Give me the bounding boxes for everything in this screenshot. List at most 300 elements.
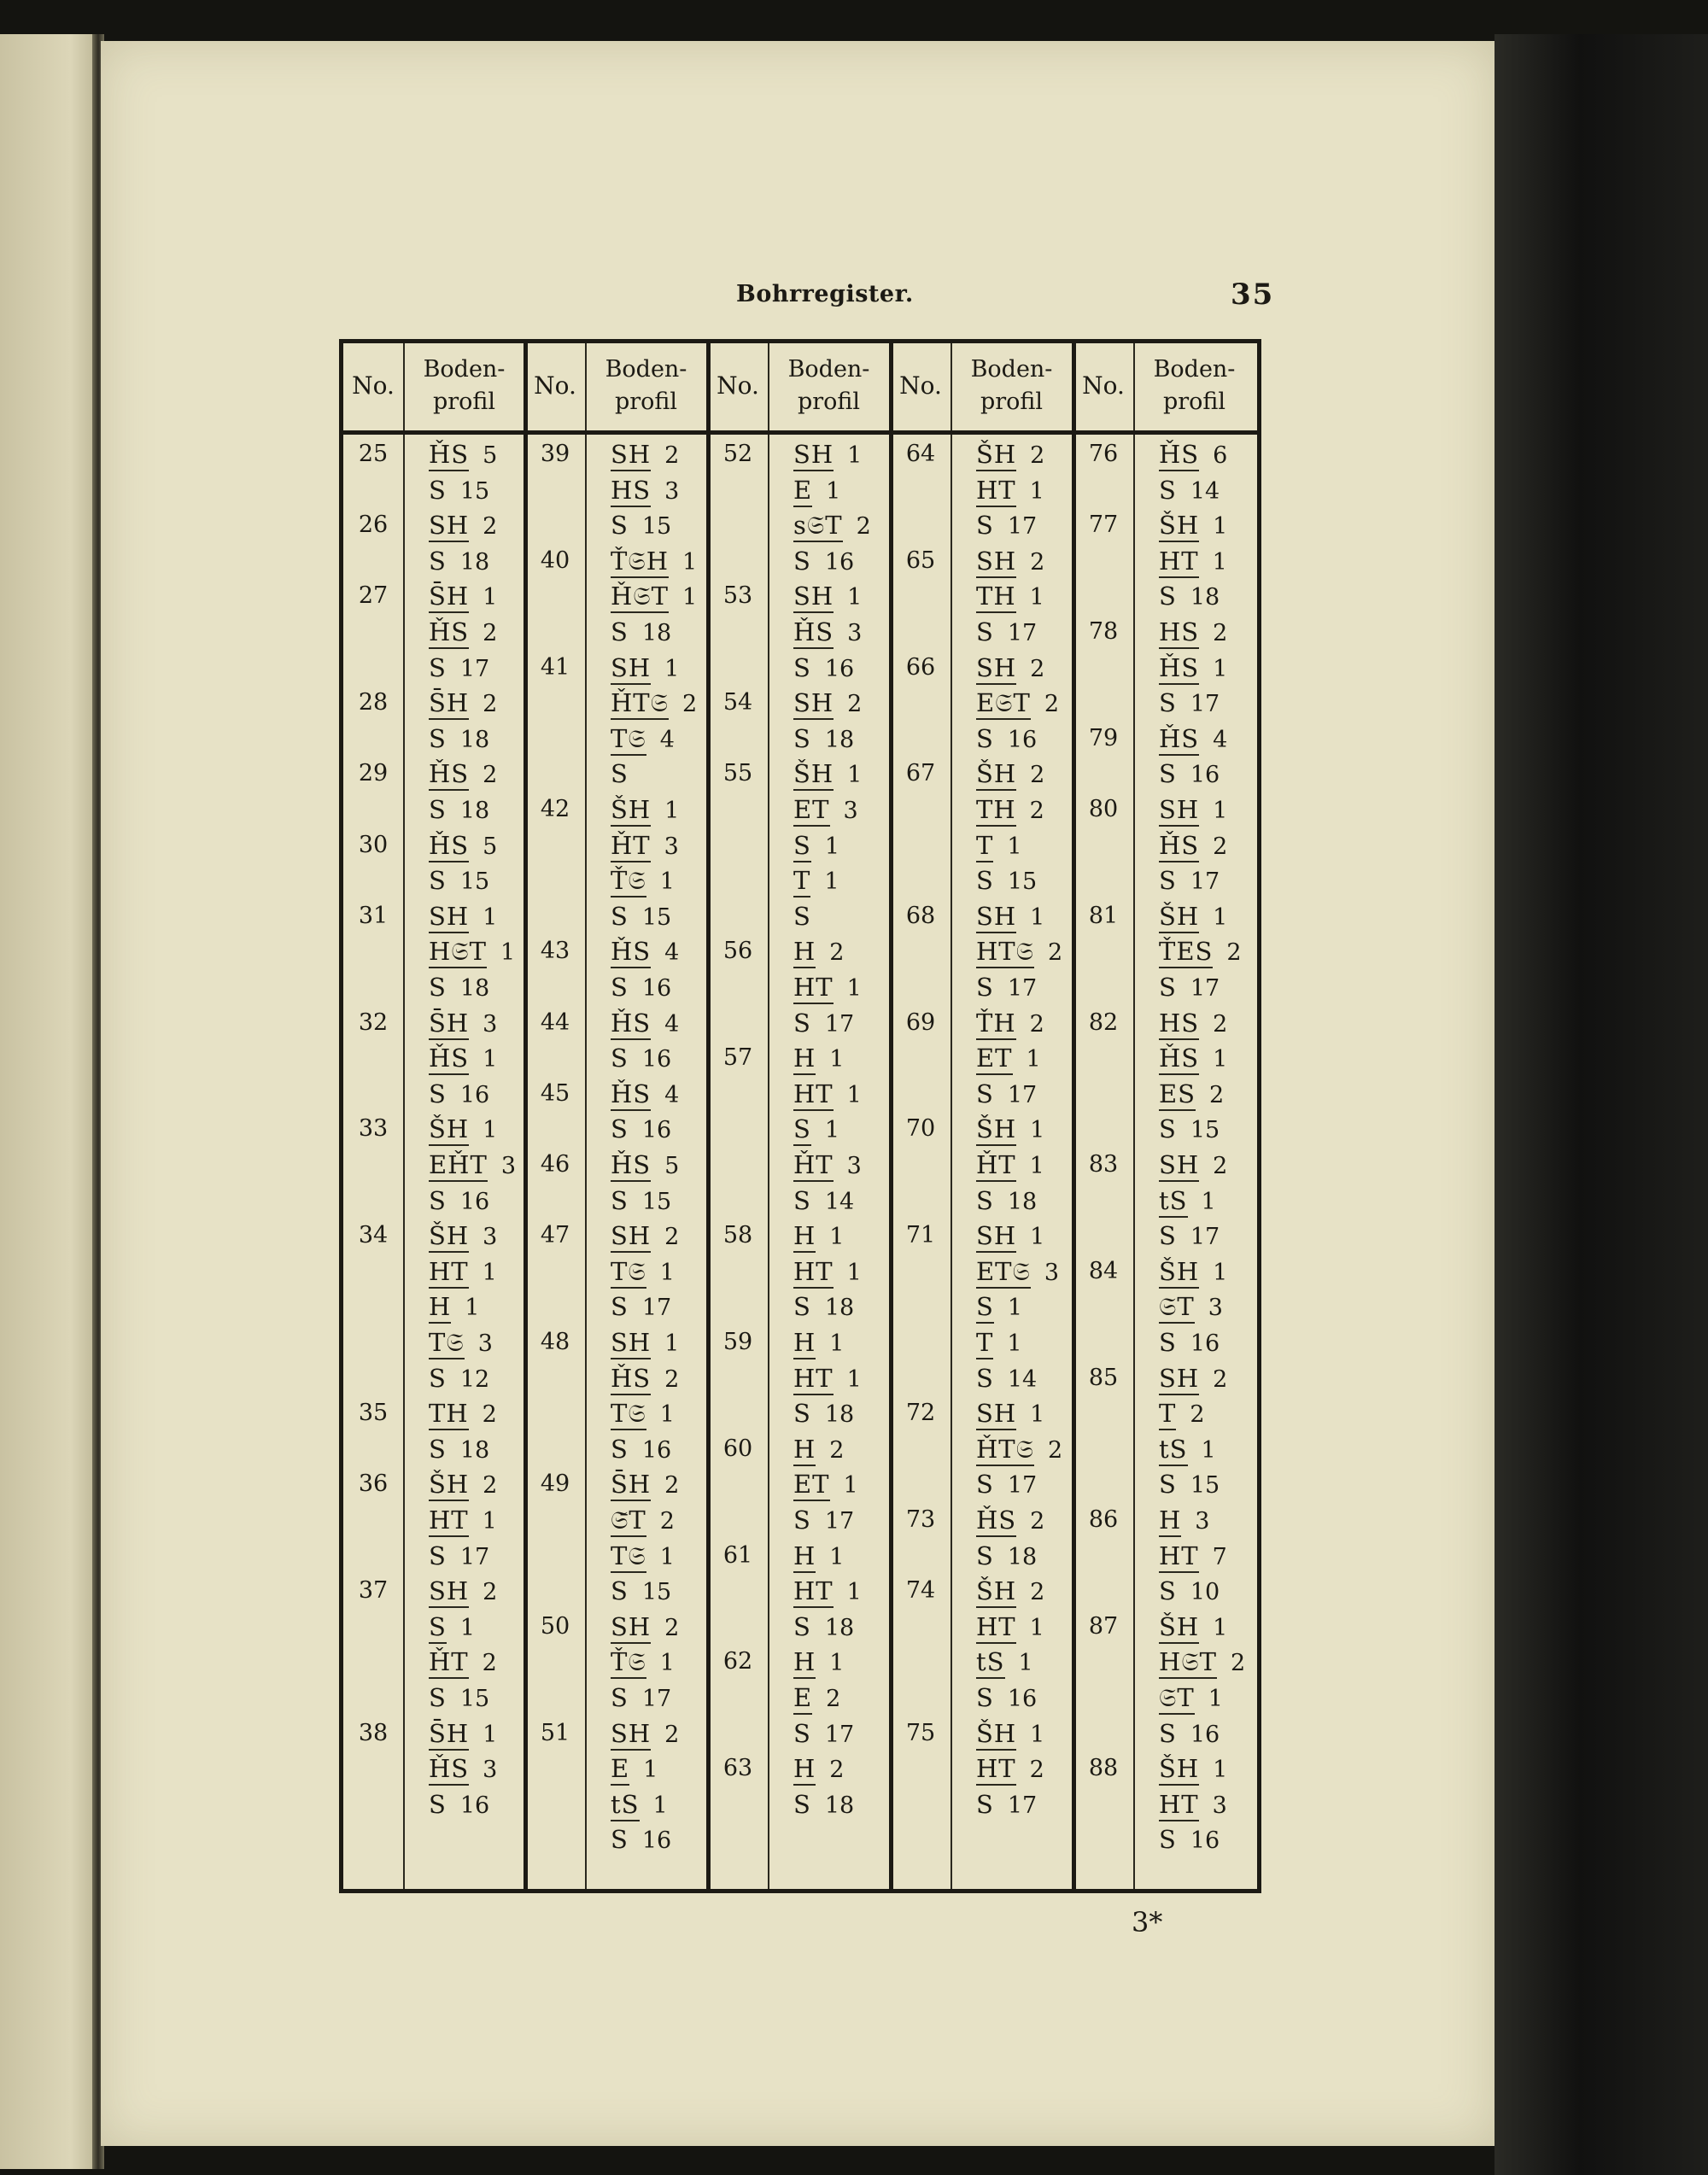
soil-layer	[793, 1289, 854, 1324]
bore-number: 47	[540, 1222, 570, 1249]
soil-layer-code: 𝔖T	[1159, 1292, 1195, 1324]
soil-layer	[793, 1148, 862, 1182]
soil-layer-depth: 1	[659, 1259, 675, 1286]
soil-layer-code: HT	[793, 1576, 834, 1608]
soil-layer-depth: 15	[459, 477, 490, 505]
soil-layer	[429, 1645, 497, 1679]
soil-layer-code: H	[793, 1221, 816, 1253]
soil-layer-code: S	[611, 1576, 629, 1606]
soil-layer-code: SH	[611, 1221, 651, 1253]
soil-layer	[1159, 1822, 1220, 1856]
soil-layer-code: T𝔖	[429, 1328, 465, 1359]
soil-layer-depth: 1	[1208, 1686, 1223, 1712]
soil-layer	[793, 437, 862, 471]
soil-layer-code: E	[611, 1754, 629, 1786]
soil-layer-depth: 16	[641, 1046, 672, 1073]
soil-layer-depth: 1	[483, 1046, 498, 1073]
soil-layer-depth: 17	[1007, 975, 1038, 1002]
soil-layer-code: S	[976, 1789, 994, 1819]
soil-layer-depth: 2	[664, 1721, 680, 1748]
soil-layer-code: S	[611, 1292, 629, 1322]
bore-number: 68	[905, 902, 936, 929]
soil-layer-depth: 2	[664, 442, 680, 469]
header-bodenprofil	[951, 343, 1073, 429]
bore-number: 34	[358, 1222, 389, 1249]
soil-layer	[793, 1006, 854, 1040]
soil-layer-code: S	[429, 546, 447, 576]
soil-layer	[793, 1112, 839, 1146]
soil-layer	[611, 1219, 679, 1253]
soil-layer-code: HT	[1159, 547, 1199, 578]
bore-number: 55	[722, 760, 753, 787]
soil-layer-depth: 2	[1213, 620, 1228, 646]
soil-layer	[611, 899, 671, 933]
soil-layer	[793, 899, 825, 933]
soil-layer-code: SH	[976, 547, 1016, 578]
soil-layer-code: tS	[976, 1647, 1005, 1679]
soil-layer-depth: 5	[483, 833, 498, 860]
soil-layer-depth: 16	[1190, 1721, 1220, 1748]
bore-number: 58	[722, 1222, 753, 1249]
soil-layer	[793, 1787, 854, 1821]
soil-layer-code: SH	[429, 902, 469, 933]
soil-layer-depth: 16	[1190, 762, 1220, 789]
soil-layer	[1159, 508, 1227, 542]
soil-layer	[429, 1148, 516, 1182]
soil-layer-code: S	[976, 617, 994, 646]
soil-layer	[429, 1041, 497, 1075]
soil-layer-code: HT	[1159, 1541, 1199, 1573]
soil-layer-depth: 2	[1048, 1436, 1063, 1464]
soil-layer	[611, 579, 697, 613]
soil-layer-depth: 3	[664, 477, 680, 505]
bore-number: 80	[1088, 796, 1119, 822]
soil-layer-code: ȞS	[611, 1009, 651, 1040]
soil-layer	[976, 651, 1044, 685]
soil-layer-code: S	[793, 1292, 811, 1322]
soil-layer-code: SH	[793, 440, 834, 471]
soil-layer-code: H	[793, 1541, 816, 1573]
soil-layer-code: ȞS	[429, 617, 469, 649]
soil-layer-code: H	[1159, 1506, 1181, 1537]
soil-layer-depth: 1	[829, 1650, 845, 1677]
soil-layer	[611, 934, 679, 968]
soil-layer-depth: 2	[1213, 833, 1228, 860]
soil-layer-code: ŠH	[976, 440, 1016, 471]
soil-layer-code: E	[793, 1683, 812, 1715]
bore-number: 88	[1088, 1755, 1119, 1782]
soil-layer-depth: 16	[641, 1117, 672, 1144]
soil-layer	[793, 722, 854, 756]
soil-layer-depth: 1	[824, 868, 839, 896]
soil-layer-code: SH	[429, 511, 469, 542]
soil-layer	[1159, 1645, 1245, 1679]
bore-number: 63	[722, 1755, 753, 1782]
bore-number: 33	[358, 1115, 389, 1143]
soil-layer	[793, 1645, 844, 1679]
soil-layer-code: S	[1159, 475, 1177, 505]
soil-layer	[1159, 970, 1220, 1004]
soil-layer-depth: 2	[1030, 762, 1045, 789]
soil-layer	[429, 508, 497, 542]
soil-layer-code: ŤH	[976, 1009, 1016, 1040]
soil-layer-code: HT	[976, 476, 1016, 507]
soil-layer-code: ŠH	[429, 1114, 469, 1146]
soil-layer	[976, 1184, 1037, 1218]
soil-layer-code: SH	[611, 1612, 651, 1644]
soil-layer-code: ȞT𝔖	[611, 688, 669, 720]
soil-layer	[611, 1503, 675, 1537]
soil-layer-depth: 2	[1213, 1365, 1228, 1393]
soil-layer-depth: 17	[1007, 513, 1038, 541]
soil-layer-code: S	[1159, 688, 1177, 718]
page-number: 35	[1231, 278, 1275, 312]
soil-layer-depth: 1	[846, 1579, 862, 1606]
soil-layer	[429, 1539, 489, 1573]
soil-layer-code: ȞS	[611, 1364, 651, 1395]
soil-layer-depth: 2	[829, 1436, 845, 1464]
soil-layer-code: S	[429, 973, 447, 1002]
soil-layer-depth: 3	[483, 1224, 498, 1251]
soil-layer	[1159, 1396, 1205, 1430]
soil-layer	[976, 1645, 1033, 1679]
soil-layer	[1159, 1610, 1227, 1644]
soil-layer-depth: 1	[664, 798, 680, 824]
soil-layer	[976, 1396, 1044, 1430]
soil-layer-code: S	[1159, 1470, 1177, 1500]
soil-layer	[611, 1645, 675, 1679]
bore-number: 40	[540, 547, 570, 574]
soil-layer	[1159, 828, 1227, 862]
soil-layer	[793, 1184, 854, 1218]
soil-layer-code: s𝔖T	[793, 511, 843, 542]
soil-layer-code: S	[976, 511, 994, 541]
soil-layer-depth: 1	[482, 1259, 497, 1286]
bore-number: 54	[722, 689, 753, 716]
soil-layer-code: ȞS	[429, 440, 469, 471]
header-bodenprofil-line: profil	[432, 389, 496, 415]
soil-layer-code: ȞS	[429, 759, 469, 791]
soil-layer-code: SH	[976, 1399, 1016, 1430]
soil-layer-code: T𝔖	[611, 724, 646, 756]
soil-layer-code: S	[429, 1789, 447, 1819]
soil-layer	[429, 615, 497, 649]
bore-number: 39	[540, 441, 570, 467]
soil-layer-code: 𝔖̄T	[611, 1506, 646, 1537]
header-bodenprofil-line: Boden-	[423, 356, 506, 383]
bore-number: 56	[722, 938, 753, 965]
soil-layer-depth: 2	[483, 1472, 498, 1500]
bore-number: 43	[540, 938, 570, 965]
soil-layer	[793, 863, 839, 897]
soil-layer-depth: 2	[826, 1686, 841, 1712]
column-divider	[585, 343, 587, 1889]
soil-layer-code: S	[793, 723, 811, 753]
soil-layer-depth: 1	[500, 939, 516, 967]
soil-layer-code: HT𝔖	[976, 937, 1034, 968]
soil-layer-code: S	[611, 511, 629, 541]
soil-layer	[611, 1539, 675, 1573]
soil-layer-code: Ť𝔖	[611, 866, 646, 897]
soil-layer-depth: 2	[1231, 1650, 1246, 1677]
bore-number: 48	[540, 1329, 570, 1355]
soil-layer-depth: 15	[641, 1188, 672, 1215]
soil-layer-code: H	[793, 1754, 816, 1786]
soil-layer	[611, 970, 671, 1004]
soil-layer-depth: 1	[483, 1721, 498, 1748]
header-bodenprofil-line: Boden-	[605, 356, 687, 383]
soil-layer-depth: 2	[1030, 548, 1045, 576]
soil-layer-code: S	[793, 546, 811, 576]
soil-layer-code: S	[976, 1185, 994, 1215]
soil-layer-depth: 16	[1190, 1827, 1220, 1855]
soil-layer	[1159, 1041, 1227, 1075]
header-bodenprofil	[768, 343, 890, 429]
soil-layer-depth: 17	[824, 1508, 855, 1535]
soil-layer-code: ȞS	[793, 617, 834, 649]
header-bodenprofil-line: profil	[980, 389, 1044, 415]
soil-layer-code: S	[429, 866, 447, 896]
soil-layer-depth: 1	[682, 584, 698, 611]
soil-layer-depth: 1	[1213, 1259, 1228, 1286]
bore-number: 82	[1088, 1009, 1119, 1036]
soil-layer-code: H	[429, 1292, 451, 1324]
soil-layer-depth: 15	[1190, 1117, 1220, 1144]
soil-layer	[429, 828, 497, 862]
soil-layer-code: ȞS	[611, 937, 651, 968]
soil-layer	[429, 1325, 493, 1359]
soil-layer-depth: 2	[664, 1224, 680, 1251]
soil-layer-code: ŠH	[976, 1114, 1016, 1146]
soil-layer	[976, 970, 1037, 1004]
bore-number: 36	[358, 1470, 389, 1498]
soil-layer-code: S̄H	[429, 1719, 469, 1751]
soil-layer	[976, 1148, 1044, 1182]
bore-number: 51	[540, 1719, 570, 1746]
bore-number: 45	[540, 1079, 570, 1107]
soil-layer-code: ȞS	[1159, 1044, 1199, 1075]
soil-layer	[1159, 1574, 1220, 1608]
signature-mark: 3*	[1132, 1906, 1163, 1938]
soil-layer	[793, 1432, 844, 1466]
soil-layer-depth: 1	[482, 1508, 497, 1535]
bore-number: 73	[905, 1506, 936, 1533]
soil-layer	[611, 1396, 675, 1430]
soil-layer	[793, 1503, 854, 1537]
soil-layer	[1159, 1681, 1223, 1715]
soil-layer-code: ȞT	[793, 1150, 834, 1182]
soil-layer-depth: 2	[483, 762, 498, 789]
bore-number: 60	[722, 1435, 753, 1462]
soil-layer	[611, 473, 679, 507]
bore-number: 86	[1088, 1506, 1119, 1533]
soil-layer-code: S	[1159, 1114, 1177, 1144]
soil-layer-depth: 1	[1213, 903, 1228, 931]
soil-layer-depth: 1	[829, 1330, 845, 1357]
soil-layer	[793, 828, 839, 862]
soil-layer-code: SH	[611, 1328, 651, 1359]
soil-layer	[1159, 1432, 1216, 1466]
soil-layer-code: H	[793, 937, 816, 968]
soil-layer-depth: 16	[459, 1081, 490, 1108]
soil-layer-code: TH	[976, 795, 1016, 827]
soil-layer-depth: 1	[643, 1757, 658, 1784]
soil-layer-code: H	[793, 1435, 816, 1466]
bore-number: 78	[1088, 618, 1119, 645]
soil-layer	[1159, 1077, 1224, 1111]
soil-layer-depth: 1	[1201, 1188, 1216, 1215]
soil-layer-code: ȞS	[1159, 831, 1199, 862]
soil-layer-depth: 4	[664, 1010, 680, 1038]
soil-layer	[1159, 934, 1242, 968]
soil-layer-depth: 1	[1007, 1295, 1023, 1322]
soil-layer	[1159, 1467, 1220, 1501]
soil-layer	[793, 792, 858, 827]
soil-layer-code: 𝔖T	[1159, 1683, 1195, 1715]
soil-layer-depth: 3	[500, 1153, 516, 1179]
soil-layer-depth: 1	[1029, 1614, 1044, 1641]
soil-layer-code: S	[1159, 1825, 1177, 1855]
soil-layer-code: T	[793, 866, 810, 897]
soil-layer-depth: 1	[843, 1472, 858, 1500]
soil-layer-depth: 1	[483, 1117, 498, 1144]
soil-layer-code: S̄H	[611, 1470, 651, 1501]
soil-layer	[611, 1467, 679, 1501]
soil-layer-code: S	[1159, 582, 1177, 611]
soil-layer-code: S	[793, 1611, 811, 1641]
soil-layer	[976, 1751, 1044, 1786]
soil-layer	[611, 437, 679, 471]
header-bodenprofil-line: profil	[797, 389, 861, 415]
soil-layer	[1159, 473, 1220, 507]
soil-layer-depth: 2	[1030, 1579, 1045, 1606]
soil-layer-code: S	[429, 1363, 447, 1393]
soil-layer	[429, 651, 489, 685]
bore-number: 66	[905, 653, 936, 681]
soil-layer	[793, 544, 854, 578]
soil-layer-code: Ť𝔖H	[611, 547, 669, 578]
soil-layer-depth: 3	[843, 798, 858, 824]
soil-layer-code: HS	[611, 476, 651, 507]
soil-layer	[611, 1041, 671, 1075]
running-title: Bohrregister.	[736, 281, 914, 307]
soil-layer-depth: 15	[459, 1686, 490, 1712]
soil-layer-code: T𝔖	[611, 1541, 646, 1573]
soil-layer	[611, 1822, 671, 1856]
soil-layer-code: S	[976, 1363, 994, 1393]
soil-layer	[976, 828, 1022, 862]
soil-layer	[1159, 1325, 1220, 1359]
soil-layer-code: S̄H	[429, 688, 469, 720]
soil-layer-depth: 1	[1030, 1117, 1045, 1144]
soil-layer-code: EȞT	[429, 1150, 488, 1182]
soil-layer-code: ET	[976, 1044, 1013, 1075]
soil-layer-depth: 2	[1030, 442, 1045, 469]
soil-layer-depth: 1	[846, 975, 862, 1002]
soil-layer	[1159, 1219, 1220, 1253]
soil-layer-depth: 2	[1030, 1508, 1045, 1535]
soil-layer-depth: 1	[847, 442, 863, 469]
soil-layer-code: S	[793, 1399, 811, 1429]
column-divider	[1133, 343, 1135, 1889]
soil-layer	[429, 1184, 489, 1218]
soil-layer	[1159, 1289, 1223, 1324]
soil-layer-depth: 1	[1018, 1650, 1033, 1677]
soil-layer-depth: 2	[1213, 1010, 1228, 1038]
soil-layer-depth: 18	[459, 1436, 490, 1464]
bore-number: 28	[358, 689, 389, 716]
soil-layer-depth: 18	[1007, 1543, 1038, 1570]
soil-layer	[1159, 579, 1220, 613]
group-divider	[524, 343, 528, 1889]
soil-layer-depth: 2	[1029, 1010, 1044, 1038]
soil-layer-code: ŠH	[976, 1576, 1016, 1608]
bore-number: 74	[905, 1577, 936, 1605]
group-divider	[889, 343, 893, 1889]
soil-layer-depth: 1	[1213, 798, 1228, 824]
soil-layer-depth: 18	[824, 1792, 855, 1819]
soil-layer	[1159, 863, 1220, 897]
soil-layer-code: H𝔖T	[1159, 1647, 1217, 1679]
bore-number: 70	[905, 1115, 936, 1143]
soil-layer-code: HT	[793, 1364, 834, 1395]
soil-layer-depth: 16	[641, 975, 672, 1002]
soil-layer	[976, 863, 1037, 897]
soil-layer-code: SH	[793, 582, 834, 613]
soil-layer-depth: 17	[1007, 1472, 1038, 1500]
bore-number: 76	[1088, 441, 1119, 467]
soil-layer-code: S	[793, 652, 811, 682]
soil-layer	[793, 1361, 862, 1395]
bore-number: 42	[540, 796, 570, 822]
soil-layer	[611, 651, 679, 685]
soil-layer-code: S	[611, 617, 629, 646]
soil-layer-code: S	[429, 795, 447, 824]
soil-layer-depth: 14	[824, 1188, 855, 1215]
bore-number: 38	[358, 1719, 389, 1746]
soil-layer-code: ŠH	[976, 759, 1016, 791]
header-bodenprofil-line: Boden-	[787, 356, 870, 383]
soil-layer-code: S	[429, 652, 447, 682]
soil-layer-depth: 2	[1029, 1757, 1044, 1784]
soil-layer-depth: 1	[847, 584, 863, 611]
soil-layer-depth: 17	[1007, 1792, 1038, 1819]
soil-layer	[429, 544, 489, 578]
column-divider	[951, 343, 952, 1889]
soil-layer-code: S	[793, 1114, 811, 1146]
bore-number: 26	[358, 512, 389, 539]
soil-layer	[429, 1574, 497, 1608]
bore-number: 37	[358, 1577, 389, 1605]
soil-layer-depth: 16	[1007, 1686, 1038, 1712]
soil-layer-depth: 15	[459, 868, 490, 896]
soil-layer-code: TH	[429, 1399, 469, 1430]
soil-layer-code: S	[1159, 1576, 1177, 1606]
soil-layer-depth: 1	[1201, 1436, 1216, 1464]
soil-layer	[976, 437, 1044, 471]
soil-layer-code: HT	[976, 1612, 1016, 1644]
soil-layer-depth: 18	[824, 1614, 855, 1641]
soil-layer-depth: 2	[664, 1614, 680, 1641]
soil-layer-code: S	[1159, 1221, 1177, 1251]
soil-layer-code: T𝔖	[611, 1399, 646, 1430]
soil-layer	[429, 1289, 479, 1324]
soil-layer-code: ŠH	[429, 1470, 469, 1501]
bore-number: 57	[722, 1044, 753, 1072]
soil-layer-depth: 17	[1190, 868, 1220, 896]
soil-layer	[976, 1219, 1044, 1253]
bore-number: 29	[358, 760, 389, 787]
